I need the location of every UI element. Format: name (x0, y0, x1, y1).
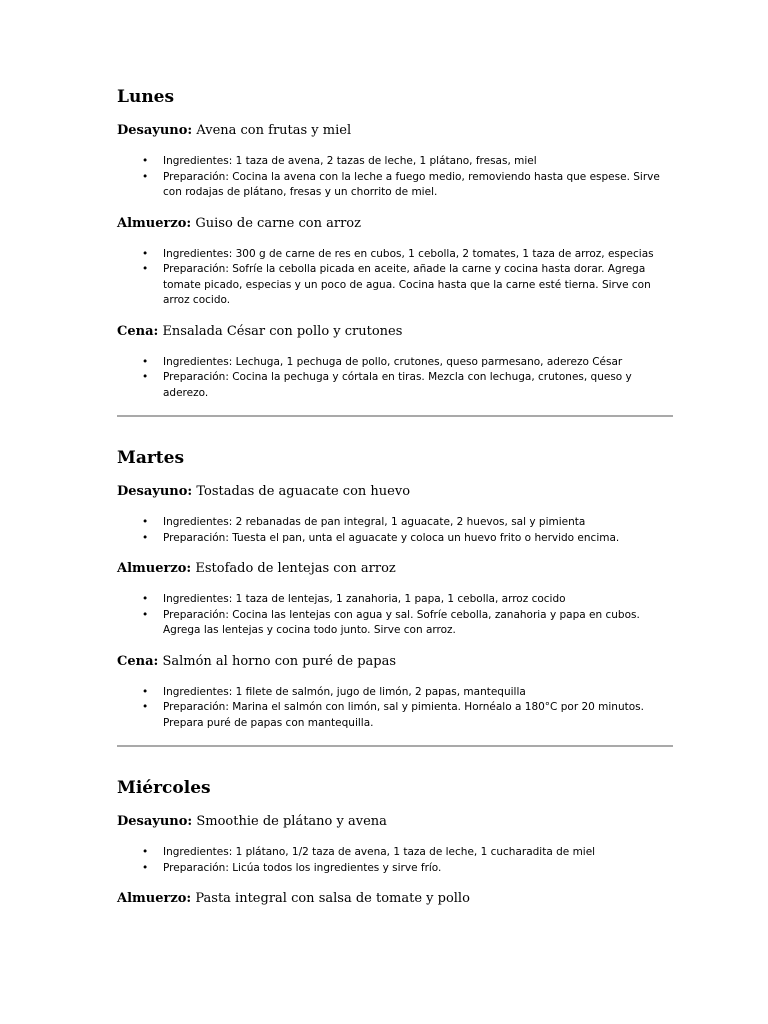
meal-label: Almuerzo: (117, 561, 192, 576)
meal-heading (117, 215, 673, 233)
meal-heading (117, 653, 673, 671)
meal-heading (117, 483, 673, 501)
list-item (117, 355, 673, 371)
meal-details-list (117, 592, 673, 639)
bullet-icon: • (142, 685, 149, 698)
detail-text: Ingredientes: 1 plátano, 1/2 taza de avena, 1 taza de leche, 1 cucharadita de miel (163, 846, 596, 858)
list-item (117, 608, 673, 639)
meal-dish: Estofado de lentejas con arroz (195, 561, 396, 576)
detail-text: Ingredientes: Lechuga, 1 pechuga de pollo, crutones, queso parmesano, aderezo César (163, 355, 623, 368)
bullet-icon: • (142, 155, 149, 167)
document-page (117, 86, 673, 922)
detail-text: Preparación: Cocina la avena con la leche a fuego medio, removiendo hasta que espese. Sirve con rodajas de plátano, fresas y un chorrito de miel. (163, 170, 660, 198)
list-item (117, 845, 673, 861)
meal-heading (117, 890, 673, 908)
section-divider (117, 415, 673, 417)
detail-text: Ingredientes: 1 taza de lentejas, 1 zanahoria, 1 papa, 1 cebolla, arroz cocido (163, 593, 566, 605)
list-item (117, 247, 673, 263)
meal-heading (117, 122, 673, 140)
bullet-icon: • (142, 371, 149, 383)
meal-label: Almuerzo: (117, 891, 192, 906)
list-item (117, 170, 673, 201)
list-item (117, 262, 673, 309)
list-item (117, 685, 673, 701)
meal-label: Desayuno: (117, 484, 193, 499)
day-section (117, 86, 673, 401)
bullet-icon: • (142, 355, 149, 368)
detail-text: Ingredientes: 1 filete de salmón, jugo de limón, 2 papas, mantequilla (163, 685, 526, 698)
day-title: Lunes (117, 87, 175, 107)
list-item (117, 861, 673, 877)
meal-details-list (117, 685, 673, 732)
meal-details-list (117, 845, 673, 876)
list-item (117, 531, 673, 547)
list-item (117, 370, 673, 401)
detail-text: Preparación: Cocina la pechuga y córtala en tiras. Mezcla con lechuga, crutones, queso y aderezo. (163, 371, 632, 399)
detail-text: Preparación: Cocina las lentejas con agua y sal. Sofríe cebolla, zanahoria y papa en cubos. Agrega las lentejas y cocina todo junto. Sirve con arroz. (163, 608, 640, 636)
bullet-icon: • (142, 846, 149, 858)
list-item (117, 515, 673, 531)
detail-text: Preparación: Sofríe la cebolla picada en aceite, añade la carne y cocina hasta dorar. Agrega tomate picado, especias y un poco de agua. Cocina hasta que la carne esté tierna. Sirve con arroz cocido. (163, 263, 651, 306)
detail-text: Preparación: Licúa todos los ingredientes y sirve frío. (163, 861, 442, 874)
meal-heading (117, 813, 673, 831)
bullet-icon: • (142, 170, 149, 183)
meal-details-list (117, 515, 673, 546)
meal-details-list (117, 247, 673, 309)
list-item (117, 700, 673, 731)
section-divider (117, 745, 673, 747)
meal-heading (117, 560, 673, 578)
list-item (117, 592, 673, 608)
meal-label: Cena: (117, 323, 159, 339)
bullet-icon: • (142, 263, 149, 275)
list-item (117, 154, 673, 170)
meal-dish: Ensalada César con pollo y crutones (162, 323, 403, 339)
meal-dish: Pasta integral con salsa de tomate y pollo (195, 891, 470, 906)
bullet-icon: • (142, 531, 149, 544)
meal-label: Desayuno: (117, 814, 193, 829)
meal-dish: Guiso de carne con arroz (195, 215, 361, 231)
meal-dish: Avena con frutas y miel (196, 123, 352, 138)
meal-details-list (117, 355, 673, 402)
bullet-icon: • (142, 701, 149, 713)
meal-label: Desayuno: (117, 123, 193, 138)
detail-text: Ingredientes: 2 rebanadas de pan integral, 1 aguacate, 2 huevos, sal y pimienta (163, 516, 586, 528)
bullet-icon: • (142, 608, 149, 621)
detail-text: Ingredientes: 300 g de carne de res en cubos, 1 cebolla, 2 tomates, 1 taza de arroz, especias (163, 247, 654, 260)
day-section (117, 447, 673, 731)
bullet-icon: • (142, 516, 149, 528)
day-title: Miércoles (117, 778, 211, 798)
detail-text: Preparación: Marina el salmón con limón, sal y pimienta. Hornéalo a 180°C por 20 minutos. Prepara puré de papas con mantequilla. (163, 701, 644, 729)
bullet-icon: • (142, 593, 149, 605)
meal-heading (117, 323, 673, 341)
meal-label: Cena: (117, 653, 159, 669)
meal-label: Almuerzo: (117, 215, 192, 231)
meal-details-list (117, 154, 673, 201)
bullet-icon: • (142, 247, 149, 260)
bullet-icon: • (142, 861, 149, 874)
meal-dish: Tostadas de aguacate con huevo (196, 484, 411, 499)
day-section (117, 777, 673, 908)
meal-dish: Salmón al horno con puré de papas (162, 653, 397, 669)
meal-dish: Smoothie de plátano y avena (196, 814, 387, 829)
detail-text: Preparación: Tuesta el pan, unta el aguacate y coloca un huevo frito o hervido encima. (163, 531, 620, 544)
detail-text: Ingredientes: 1 taza de avena, 2 tazas de leche, 1 plátano, fresas, miel (163, 155, 537, 167)
day-title: Martes (117, 448, 185, 468)
